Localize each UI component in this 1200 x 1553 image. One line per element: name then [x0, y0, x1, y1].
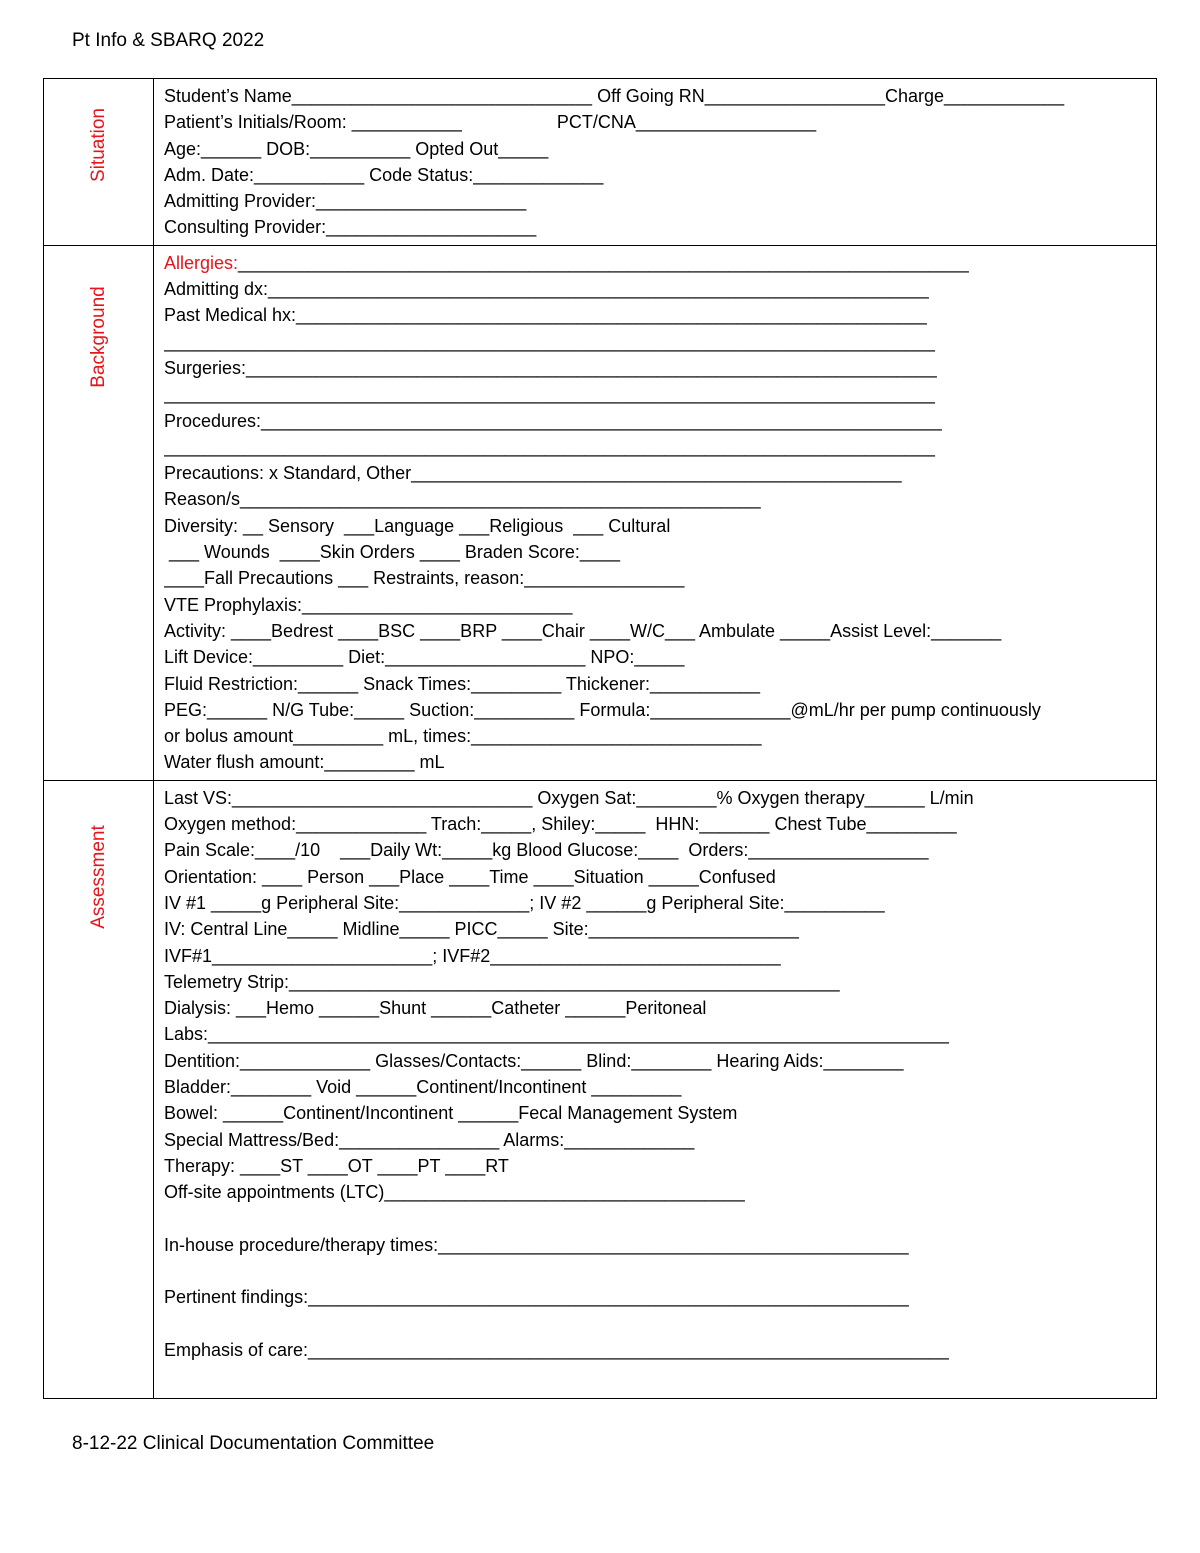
assessment-field-line[interactable]: IV: Central Line_____ Midline_____ PICC_____ Site:_____________________ [164, 919, 799, 940]
background-field-line[interactable]: Lift Device:_________ Diet:____________________ NPO:_____ [164, 647, 685, 668]
assessment-field-line[interactable]: In-house procedure/therapy times:_______________________________________________ [164, 1234, 909, 1255]
assessment-section [44, 780, 1157, 1398]
situation-field-line[interactable]: Consulting Provider:_____________________ [164, 217, 537, 238]
assessment-field-line[interactable]: Off-site appointments (LTC)____________________________________ [164, 1182, 745, 1203]
allergies-line[interactable] [164, 250, 1156, 276]
sbarq-form [43, 78, 1157, 1399]
assessment-field-line[interactable]: Bowel: ______Continent/Incontinent ______Fecal Management System [164, 1103, 738, 1124]
situation-field-line[interactable]: Student’s Name______________________________ Off Going RN__________________Charge____________ [164, 86, 1065, 106]
background-field-line[interactable]: Diversity: __ Sensory ___Language ___Religious ___ Cultural [164, 515, 671, 536]
assessment-field-line[interactable]: IV #1 _____g Peripheral Site:_____________; IV #2 ______g Peripheral Site:__________ [164, 892, 885, 913]
situation-label-cell [44, 79, 154, 246]
assessment-field-line[interactable]: Pertinent findings:____________________________________________________________ [164, 1287, 909, 1308]
assessment-field-line[interactable]: Therapy: ____ST ____OT ____PT ____RT [164, 1155, 509, 1176]
assessment-field-line[interactable]: Pain Scale:____/10 ___Daily Wt:_____kg Blood Glucose:____ Orders:__________________ [164, 840, 929, 861]
background-field-line[interactable]: _____________________________________________________________________________ [164, 436, 935, 457]
background-field-line[interactable]: _____________________________________________________________________________ [164, 331, 935, 352]
assessment-field-line [164, 1205, 1156, 1231]
assessment-label: Assessment [87, 824, 109, 929]
background-field-line[interactable]: ___ Wounds ____Skin Orders ____ Braden Score:____ [164, 542, 620, 563]
situation-content [154, 79, 1157, 246]
assessment-content [154, 780, 1157, 1398]
assessment-field-line[interactable]: Bladder:________ Void ______Continent/Incontinent _________ [164, 1076, 682, 1097]
background-field-line[interactable]: Reason/s____________________________________________________ [164, 489, 761, 510]
background-content [154, 245, 1157, 780]
situation-field-line[interactable]: Admitting Provider:_____________________ [164, 191, 527, 212]
situation-field-line[interactable]: Patient’s Initials/Room: ___________ PCT/CNA__________________ [164, 112, 817, 133]
assessment-field-line[interactable]: Dialysis: ___Hemo ______Shunt ______Catheter ______Peritoneal [164, 998, 707, 1019]
background-field-line[interactable]: Fluid Restriction:______ Snack Times:_________ Thickener:___________ [164, 673, 761, 694]
background-section [44, 245, 1157, 780]
assessment-lines [154, 781, 1156, 1368]
situation-field-line[interactable]: Age:______ DOB:__________ Opted Out_____ [164, 138, 549, 159]
background-field-line[interactable]: Water flush amount:_________ mL [164, 752, 445, 773]
background-field-line[interactable]: or bolus amount_________ mL, times:_____________________________ [164, 726, 762, 747]
background-field-line[interactable]: _____________________________________________________________________________ [164, 384, 935, 405]
background-field-line[interactable]: PEG:______ N/G Tube:_____ Suction:__________ Formula:______________@mL/hr per pump continuously [164, 699, 1041, 720]
assessment-label-cell [44, 780, 154, 1398]
background-field-line[interactable]: VTE Prophylaxis:___________________________ [164, 594, 573, 615]
background-lines [154, 246, 1156, 780]
assessment-field-line[interactable]: Emphasis of care:________________________________________________________________ [164, 1339, 949, 1360]
assessment-field-line [164, 1258, 1156, 1284]
background-label-cell [44, 245, 154, 780]
page-header: Pt Info & SBARQ 2022 [72, 30, 265, 51]
background-field-line[interactable]: Procedures:____________________________________________________________________ [164, 410, 942, 431]
background-field-line[interactable]: Admitting dx:__________________________________________________________________ [164, 279, 929, 300]
background-field-line[interactable]: Past Medical hx:_______________________________________________________________ [164, 305, 927, 326]
situation-field-line[interactable]: Adm. Date:___________ Code Status:_____________ [164, 164, 604, 185]
background-field-line[interactable]: Activity: ____Bedrest ____BSC ____BRP ____Chair ____W/C___ Ambulate _____Assist Level:_______ [164, 620, 1002, 641]
situation-section [44, 79, 1157, 246]
background-field-line[interactable]: Precautions: x Standard, Other_________________________________________________ [164, 463, 902, 484]
assessment-field-line[interactable]: Orientation: ____ Person ___Place ____Time ____Situation _____Confused [164, 866, 776, 887]
allergies-label: Allergies: [164, 252, 239, 273]
situation-label: Situation [87, 108, 109, 182]
background-field-line[interactable]: ____Fall Precautions ___ Restraints, reason:________________ [164, 568, 685, 589]
page-footer: 8-12-22 Clinical Documentation Committee [72, 1433, 435, 1454]
assessment-field-line[interactable]: Dentition:_____________ Glasses/Contacts:______ Blind:________ Hearing Aids:________ [164, 1050, 904, 1071]
background-label: Background [87, 286, 109, 388]
assessment-field-line[interactable]: Special Mattress/Bed:________________ Alarms:_____________ [164, 1129, 695, 1150]
situation-lines [154, 79, 1156, 245]
assessment-field-line[interactable]: Last VS:______________________________ Oxygen Sat:________% Oxygen therapy______ L/min [164, 787, 974, 808]
assessment-field-line[interactable]: Oxygen method:_____________ Trach:_____, Shiley:_____ HHN:_______ Chest Tube_________ [164, 814, 957, 835]
allergies-blank: _________________________________________________________________________ [238, 252, 969, 273]
assessment-field-line[interactable]: IVF#1______________________; IVF#2_____________________________ [164, 945, 781, 966]
assessment-field-line[interactable]: Labs:__________________________________________________________________________ [164, 1024, 949, 1045]
assessment-field-line[interactable]: Telemetry Strip:_______________________________________________________ [164, 971, 840, 992]
background-field-line[interactable]: Surgeries:_____________________________________________________________________ [164, 357, 937, 378]
assessment-field-line [164, 1311, 1156, 1337]
